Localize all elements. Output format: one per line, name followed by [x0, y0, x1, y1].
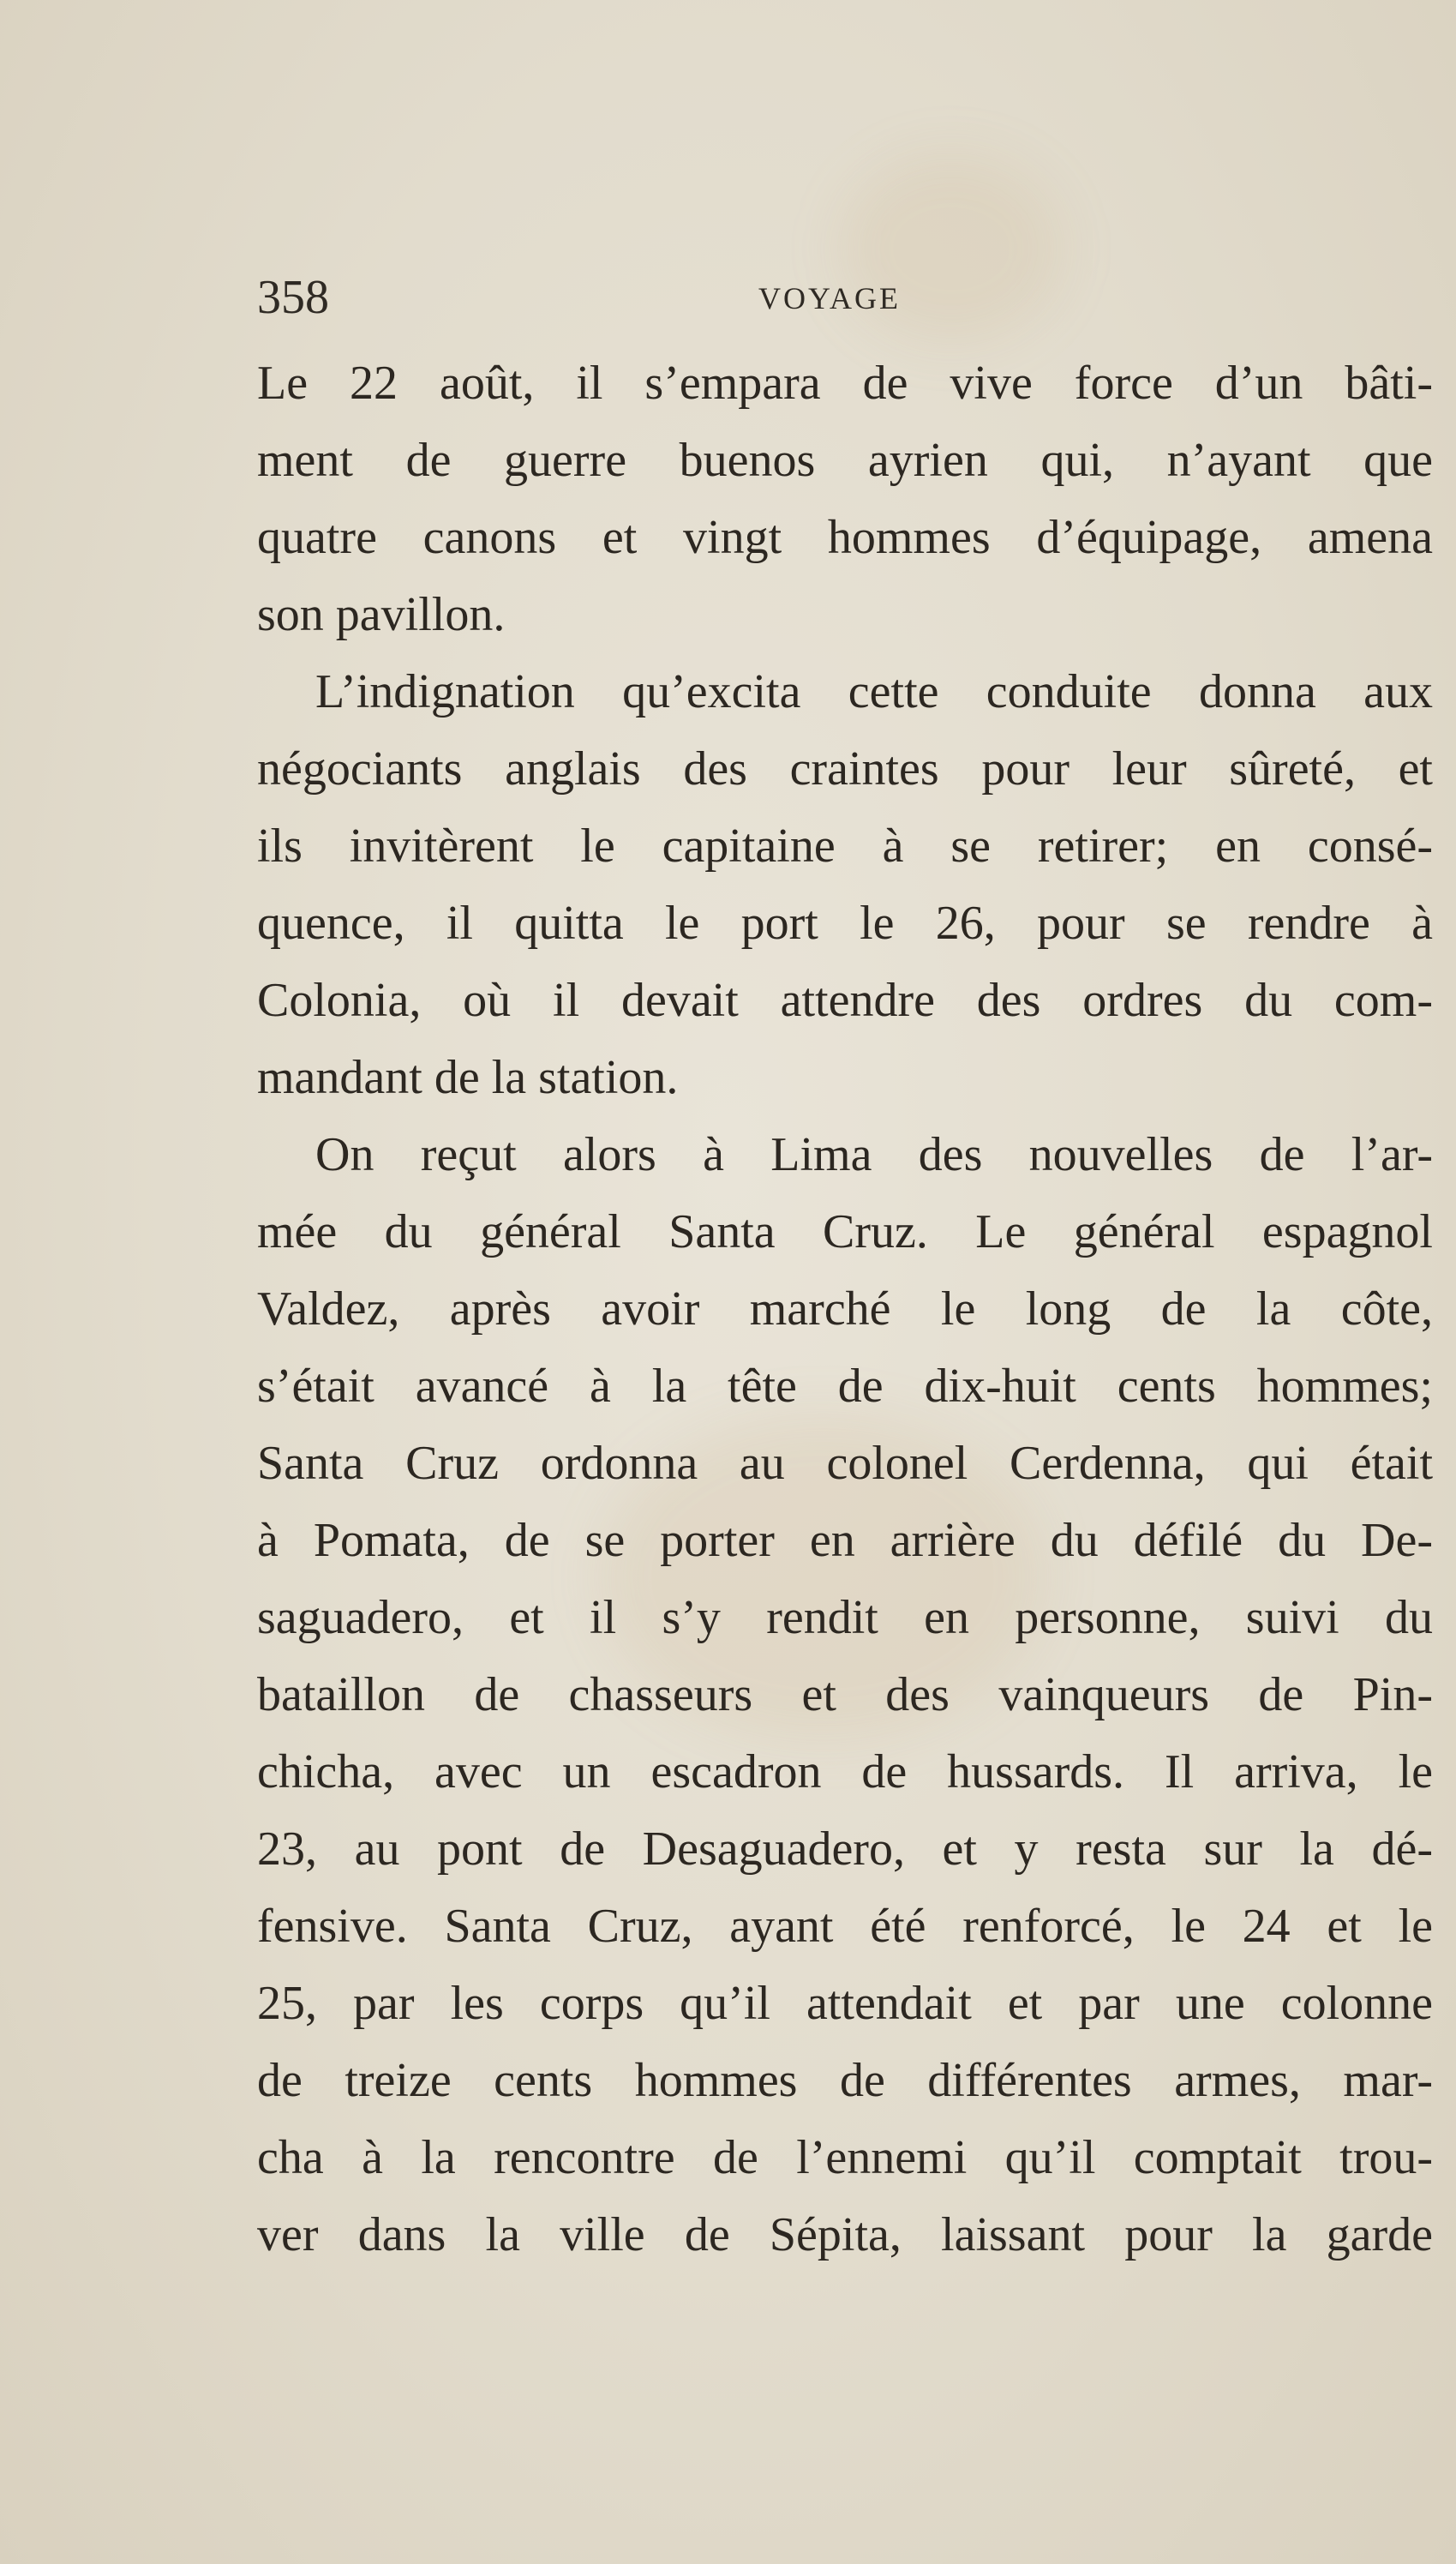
text-line: bataillon de chasseurs et des vainqueurs de Pin-	[257, 1668, 1433, 1721]
text-line: mée du général Santa Cruz. Le général espagnol	[257, 1205, 1433, 1258]
text-line: à Pomata, de se porter en arrière du défilé du De-	[257, 1514, 1433, 1567]
text-line: ver dans la ville de Sépita, laissant pour la garde	[257, 2208, 1433, 2261]
text-line: saguadero, et il s’y rendit en personne, suivi du	[257, 1591, 1433, 1644]
text-line: Valdez, après avoir marché le long de la côte,	[257, 1282, 1433, 1336]
text-line: chicha, avec un escadron de hussards. Il arriva, le	[257, 1745, 1433, 1798]
page-number: 358	[257, 271, 329, 324]
text-line: s’était avancé à la tête de dix-huit cents hommes;	[257, 1360, 1433, 1413]
text-line: Colonia, où il devait attendre des ordres du com-	[257, 974, 1433, 1027]
text-line: Santa Cruz ordonna au colonel Cerdenna, qui était	[257, 1437, 1433, 1490]
text-line: mandant de la station.	[257, 1051, 679, 1104]
text-line: quatre canons et vingt hommes d’équipage, amena	[257, 511, 1433, 564]
paragraph	[257, 345, 1433, 653]
running-head: VOYAGE	[758, 281, 901, 315]
body-text	[257, 345, 1433, 2273]
text-line: son pavillon.	[257, 588, 506, 641]
text-line: ment de guerre buenos ayrien qui, n’ayant que	[257, 434, 1433, 487]
text-line: quence, il quitta le port le 26, pour se rendre à	[257, 897, 1433, 950]
paragraph	[257, 653, 1433, 1116]
text-line: L’indignation qu’excita cette conduite donna aux	[315, 665, 1433, 718]
text-line: de treize cents hommes de différentes armes, mar-	[257, 2054, 1433, 2107]
text-line: ils invitèrent le capitaine à se retirer; en consé-	[257, 820, 1433, 873]
text-line: cha à la rencontre de l’ennemi qu’il comptait trou-	[257, 2131, 1433, 2184]
paragraph	[257, 1116, 1433, 2273]
text-line: 23, au pont de Desaguadero, et y resta sur la dé-	[257, 1822, 1433, 1876]
text-line: négociants anglais des craintes pour leur sûreté, et	[257, 742, 1433, 796]
text-line: On reçut alors à Lima des nouvelles de l’ar-	[315, 1128, 1433, 1181]
text-line: fensive. Santa Cruz, ayant été renforcé, le 24 et le	[257, 1900, 1433, 1953]
text-line: Le 22 août, il s’empara de vive force d’un bâti-	[257, 357, 1433, 410]
page-header	[257, 267, 1433, 327]
text-line: 25, par les corps qu’il attendait et par une colonne	[257, 1977, 1433, 2030]
